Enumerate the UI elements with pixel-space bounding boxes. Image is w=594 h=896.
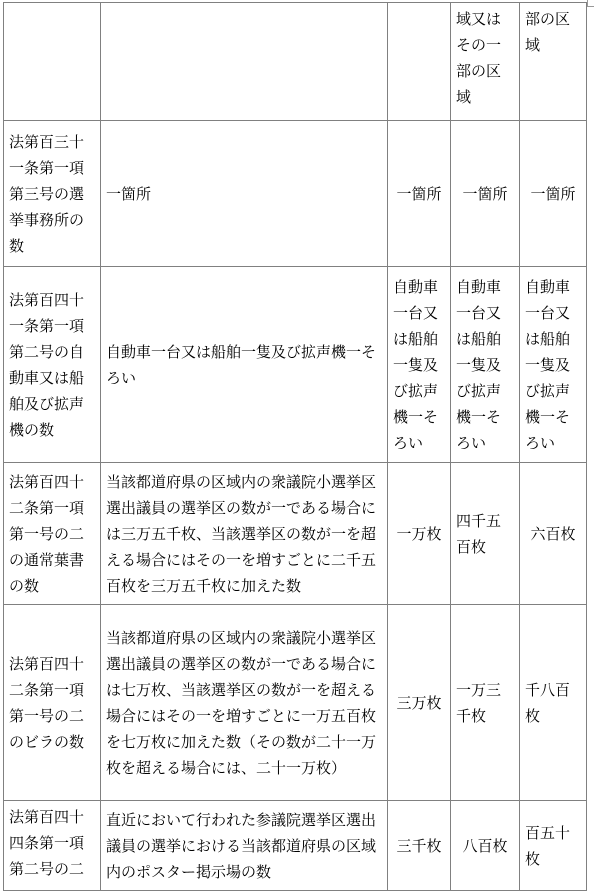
- table-header-row: [4, 3, 587, 121]
- header-cell-1: [4, 3, 101, 121]
- header-cell-5: 部の区域: [520, 3, 587, 121]
- row-value-cell: 百五十枚: [520, 801, 587, 891]
- row-item-cell: 法第百三十一条第一項第三号の選挙事務所の数: [4, 121, 101, 267]
- row-item-cell: 法第百四十二条第一項第一号の二の通常葉書の数: [4, 463, 101, 605]
- row-value-cell: 一万枚: [388, 463, 451, 605]
- row-value-cell: 自動車一台又は船舶一隻及び拡声機一そろい: [101, 267, 388, 463]
- row-value-cell: 八百枚: [451, 801, 520, 891]
- row-value-cell: 六百枚: [520, 463, 587, 605]
- row-item-cell: 法第百四十一条第一項第二号の自動車又は船舶及び拡声機の数: [4, 267, 101, 463]
- row-value-cell: 直近において行われた参議院選挙区選出議員の選挙における当該都道府県の区域内のポスター掲示場の数: [101, 801, 388, 891]
- row-value-cell: 自動車一台又は船舶一隻及び拡声機一そろい: [388, 267, 451, 463]
- row-value-cell: 当該都道府県の区域内の衆議院小選挙区選出議員の選挙区の数が一である場合には七万枚、当該選挙区の数が一を超える場合にはその一を増すごとに一万五百枚を七万枚に加えた数（その数が二十一万枚を超える場合には、二十一万枚）: [101, 605, 388, 801]
- row-item-cell: 法第百四十四条第一項第二号の二: [4, 801, 101, 891]
- table-row: [4, 463, 587, 605]
- row-value-cell: 自動車一台又は船舶一隻及び拡声機一そろい: [451, 267, 520, 463]
- election-limits-table: [3, 2, 587, 891]
- header-cell-3: [388, 3, 451, 121]
- row-value-cell: 一箇所: [101, 121, 388, 267]
- row-value-cell: 一万三千枚: [451, 605, 520, 801]
- row-value-cell: 一箇所: [451, 121, 520, 267]
- row-value-cell: 千八百枚: [520, 605, 587, 801]
- header-cell-4: 域又はその一部の区域: [451, 3, 520, 121]
- row-value-cell: 三千枚: [388, 801, 451, 891]
- row-value-cell: 三万枚: [388, 605, 451, 801]
- row-item-cell: 法第百四十二条第一項第一号の二のビラの数: [4, 605, 101, 801]
- row-value-cell: 一箇所: [520, 121, 587, 267]
- table-row: [4, 121, 587, 267]
- row-value-cell: 四千五百枚: [451, 463, 520, 605]
- row-value-cell: 一箇所: [388, 121, 451, 267]
- row-value-cell: 自動車一台又は船舶一隻及び拡声機一そろい: [520, 267, 587, 463]
- row-value-cell: 当該都道府県の区域内の衆議院小選挙区選出議員の選挙区の数が一である場合には三万五千枚、当該選挙区の数が一を超える場合にはその一を増すごとに二千五百枚を三万五千枚に加えた数: [101, 463, 388, 605]
- header-cell-2: [101, 3, 388, 121]
- table-row: [4, 801, 587, 891]
- table-row: [4, 267, 587, 463]
- page-corner-mark: [587, 0, 594, 7]
- table-row: [4, 605, 587, 801]
